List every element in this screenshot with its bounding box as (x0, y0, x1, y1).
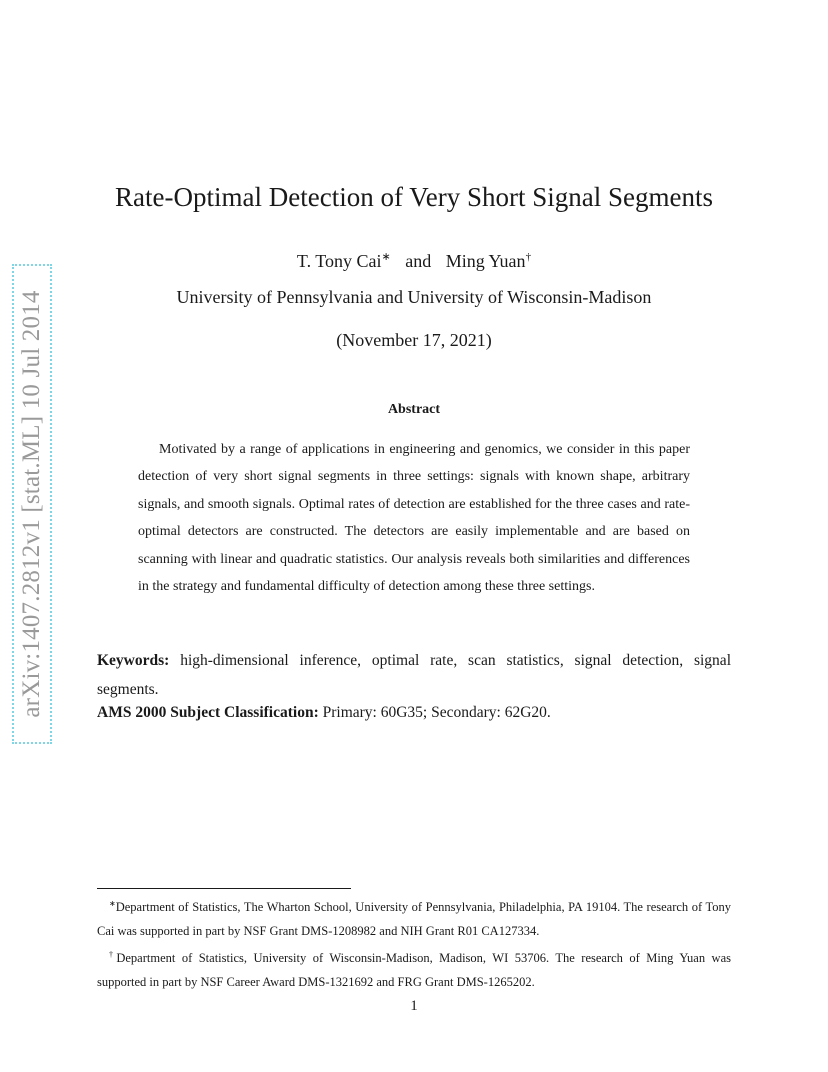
author-cai: T. Tony Cai (296, 251, 382, 271)
affiliation: University of Pennsylvania and University of Wisconsin-Madison (176, 287, 652, 307)
footnote-yuan (97, 943, 731, 994)
footnote-mark-yuan[interactable]: † (525, 251, 532, 263)
footnote-text: Department of Statistics, The Wharton School, University of Pennsylvania, Philadelphia, PA 19104. The research of Tony Cai was supported in part by NSF Grant DMS-1208982 and NIH Grant R01 CA127334. (97, 900, 731, 938)
arxiv-stamp-text[interactable]: arXiv:1407.2812v1 [stat.ML] 10 Jul 2014 (18, 290, 45, 718)
abstract-text: Motivated by a range of applications in engineering and genomics, we consider in this paper detection of very short signal segments in three settings: signals with known shape, arbitrary signals, and smooth signals. Optimal rates of detection are established for the three cases and rate-optimal detectors are constructed. The detectors are easily implementable and are based on scanning with linear and quadratic statistics. Our analysis reveals both similarities and differences in the strategy and fundamental difficulty of detection among these three settings. (138, 442, 690, 595)
page-number: 1 (410, 998, 418, 1014)
ams-classification (97, 704, 731, 722)
keywords-text: high-dimensional inference, optimal rate, scan statistics, signal detection, signal segments. (97, 652, 731, 698)
footnote-cai (97, 892, 731, 943)
ams-label: AMS 2000 Subject Classification: (97, 704, 319, 721)
abstract-heading: Abstract (387, 402, 441, 417)
ams-text: Primary: 60G35; Secondary: 62G20. (322, 704, 551, 721)
author-conjunction: and (405, 251, 432, 271)
paper-title: Rate-Optimal Detection of Very Short Signal Segments (115, 182, 713, 212)
footnotes (97, 892, 731, 994)
paper-date: (November 17, 2021) (336, 330, 492, 350)
footnote-mark-cai[interactable]: ∗ (381, 251, 391, 263)
author-line (0, 250, 828, 272)
footnote-text: Department of Statistics, University of Wisconsin-Madison, Madison, WI 53706. The research of Ming Yuan was supported in part by NSF Career Award DMS-1321692 and FRG Grant DMS-1265202. (97, 951, 731, 989)
footnote-divider (97, 888, 351, 889)
footnote-mark: ∗ (109, 899, 116, 908)
keywords-label: Keywords: (97, 652, 170, 669)
keywords-line (97, 646, 731, 704)
footnote-mark: † (109, 950, 117, 960)
author-yuan: Ming Yuan (445, 251, 526, 271)
